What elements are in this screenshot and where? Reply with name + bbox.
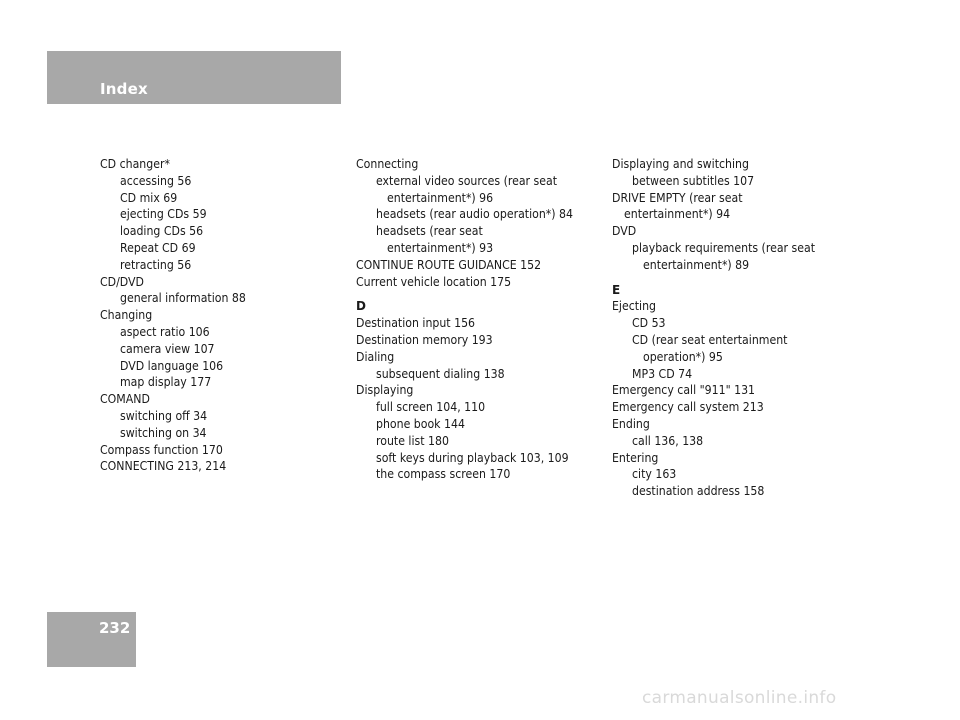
page-number: 232 — [99, 619, 131, 637]
index-subentry: general information 88 — [120, 291, 246, 306]
index-subentry: full screen 104, 110 — [376, 400, 486, 415]
index-entry: COMAND — [100, 392, 150, 407]
index-entry: Emergency call system 213 — [612, 400, 764, 415]
index-entry: Entering — [612, 450, 659, 465]
index-subentry: headsets (rear seat — [376, 224, 483, 239]
section-letter: D — [356, 299, 366, 314]
index-subentry: loading CDs 56 — [120, 224, 204, 239]
index-entry: Ejecting — [612, 299, 657, 314]
index-entry: Compass function 170 — [100, 442, 223, 457]
index-subentry: the compass screen 170 — [376, 467, 511, 482]
index-subentry: phone book 144 — [376, 416, 465, 431]
page-title: Index — [100, 80, 148, 98]
index-entry: Displaying and switching — [612, 157, 749, 171]
index-subentry: map display 177 — [120, 375, 212, 390]
index-entry: CD/DVD — [100, 274, 144, 289]
index-subentry: soft keys during playback 103, 109 — [376, 450, 569, 465]
index-subentry: retracting 56 — [120, 257, 192, 272]
index-entry: Current vehicle location 175 — [356, 274, 512, 289]
index-subentry: MP3 CD 74 — [632, 366, 693, 381]
index-subentry: camera view 107 — [120, 341, 215, 356]
index-subentry: call 136, 138 — [632, 433, 704, 448]
index-column-3 — [612, 156, 862, 500]
watermark: carmanualsonline.info — [642, 688, 837, 708]
index-entry: Destination memory 193 — [356, 332, 493, 347]
index-subentry: switching on 34 — [120, 425, 207, 440]
index-entry: Dialing — [356, 349, 395, 364]
index-subentry-continuation: entertainment*) 89 — [643, 257, 750, 272]
index-column-2 — [356, 156, 606, 483]
index-subentry: switching off 34 — [120, 408, 208, 423]
index-entry: Destination input 156 — [356, 316, 476, 331]
index-entry: CONNECTING 213, 214 — [100, 459, 227, 474]
index-subentry: CD (rear seat entertainment — [632, 332, 788, 347]
index-subentry: destination address 158 — [632, 484, 765, 499]
index-subentry: accessing 56 — [120, 173, 192, 188]
index-subentry: headsets (rear audio operation*) 84 — [376, 207, 573, 222]
header-band — [47, 51, 341, 104]
index-entry: Emergency call "911" 131 — [612, 383, 756, 398]
index-subentry: CD 53 — [632, 316, 666, 331]
index-subentry: DVD language 106 — [120, 358, 224, 373]
index-subentry-continuation: operation*) 95 — [643, 349, 723, 364]
section-letter: E — [612, 282, 621, 297]
index-entry: Ending — [612, 416, 650, 431]
index-entry-continuation: between subtitles 107 — [632, 173, 755, 188]
index-subentry: CD mix 69 — [120, 190, 178, 205]
index-entry: CONTINUE ROUTE GUIDANCE 152 — [356, 257, 542, 272]
index-entry-continuation: entertainment*) 94 — [624, 207, 731, 222]
index-entry: Displaying — [356, 383, 414, 398]
index-subentry: aspect ratio 106 — [120, 324, 210, 339]
index-subentry: playback requirements (rear seat — [632, 240, 816, 255]
index-subentry: subsequent dialing 138 — [376, 366, 505, 381]
index-subentry: city 163 — [632, 467, 677, 482]
index-subentry: route list 180 — [376, 433, 449, 448]
index-column-1 — [100, 156, 350, 475]
index-entry: DVD — [612, 224, 637, 239]
index-subentry: external video sources (rear seat — [376, 173, 558, 188]
index-entry: Connecting — [356, 157, 419, 171]
index-subentry: Repeat CD 69 — [120, 240, 196, 255]
index-entry: DRIVE EMPTY (rear seat — [612, 190, 743, 205]
index-subentry-continuation: entertainment*) 93 — [387, 240, 494, 255]
index-entry: Changing — [100, 308, 153, 323]
index-subentry-continuation: entertainment*) 96 — [387, 190, 494, 205]
index-entry: CD changer* — [100, 157, 170, 171]
index-subentry: ejecting CDs 59 — [120, 207, 207, 222]
